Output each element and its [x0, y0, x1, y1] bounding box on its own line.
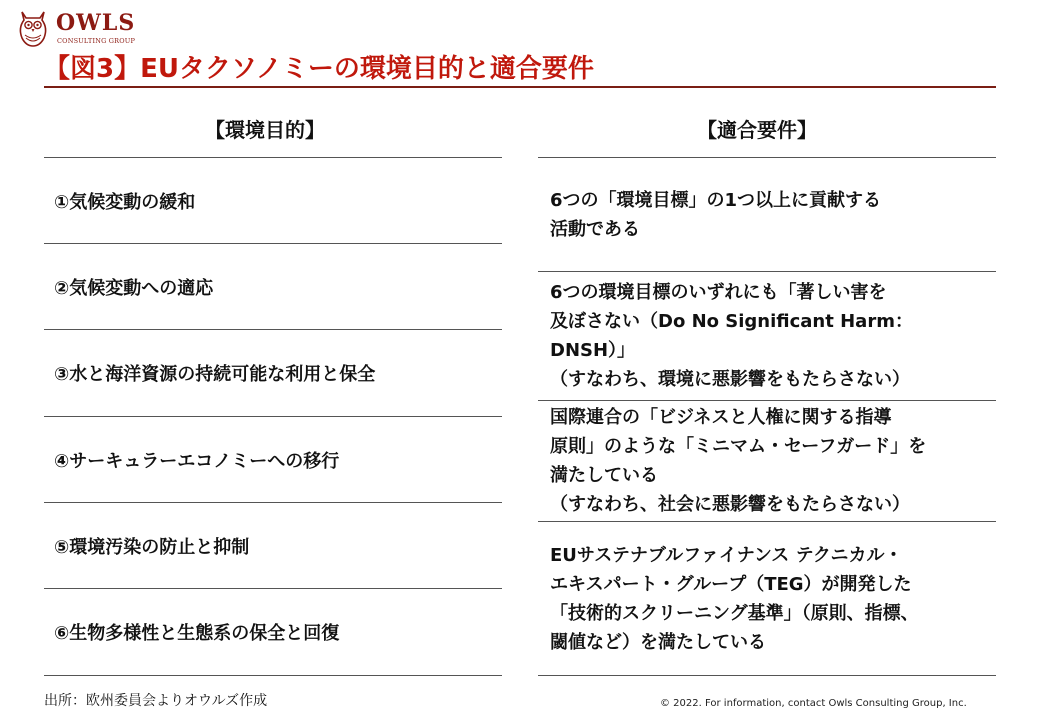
- objectives-heading: 【環境目的】: [205, 118, 325, 142]
- title-divider: [44, 86, 996, 88]
- requirement-text: 6つの環境目標のいずれにも「著しい害を 及ぼさない（Do No Significant Harm： DNSH）」 （すなわち、環境に悪影響をもたらさない）: [550, 282, 913, 390]
- requirement-text: 6つの「環境目標」の1つ以上に貢献する 活動である: [550, 189, 882, 240]
- requirement-item: [538, 158, 996, 271]
- logo-wordmark: OWLS: [56, 10, 136, 36]
- objective-item: ①気候変動の緩和: [54, 191, 196, 213]
- requirement-text: 国際連合の「ビジネスと人権に関する指導 原則」のような「ミニマム・セーフガード」を 満たしている （すなわち、社会に悪影響をもたらさない）: [550, 407, 927, 515]
- requirement-item: [538, 522, 996, 675]
- objectives-divider: [44, 675, 502, 676]
- requirement-item: [538, 272, 996, 400]
- logo-subtitle: CONSULTING GROUP: [57, 37, 136, 45]
- objective-item: ⑥生物多様性と生態系の保全と回復: [54, 623, 340, 644]
- source-note: 出所：欧州委員会よりオウルズ作成: [44, 693, 268, 709]
- page-title: 【図3】EUタクソノミーの環境目的と適合要件: [44, 54, 594, 84]
- objective-item: ⑤環境汚染の防止と抑制: [54, 536, 250, 558]
- requirements-divider: [538, 675, 996, 676]
- objective-item: ②気候変動への適応: [54, 277, 214, 299]
- requirements-heading: 【適合要件】: [697, 118, 817, 142]
- requirement-item: [538, 401, 996, 521]
- company-logo: [14, 6, 154, 50]
- copyright-notice: © 2022. For information, contact Owls Consulting Group, Inc.: [660, 698, 967, 709]
- owl-icon: [14, 6, 52, 48]
- objective-item: ④サーキュラーエコノミーへの移行: [54, 450, 340, 472]
- requirement-text: EUサステナブルファイナンス テクニカル・ エキスパート・グループ（TEG）が開発した 「技術的スクリーニング基準」（原則、指標、 閾値など）を満たしている: [550, 544, 919, 653]
- objective-item: ③水と海洋資源の持続可能な利用と保全: [54, 364, 376, 385]
